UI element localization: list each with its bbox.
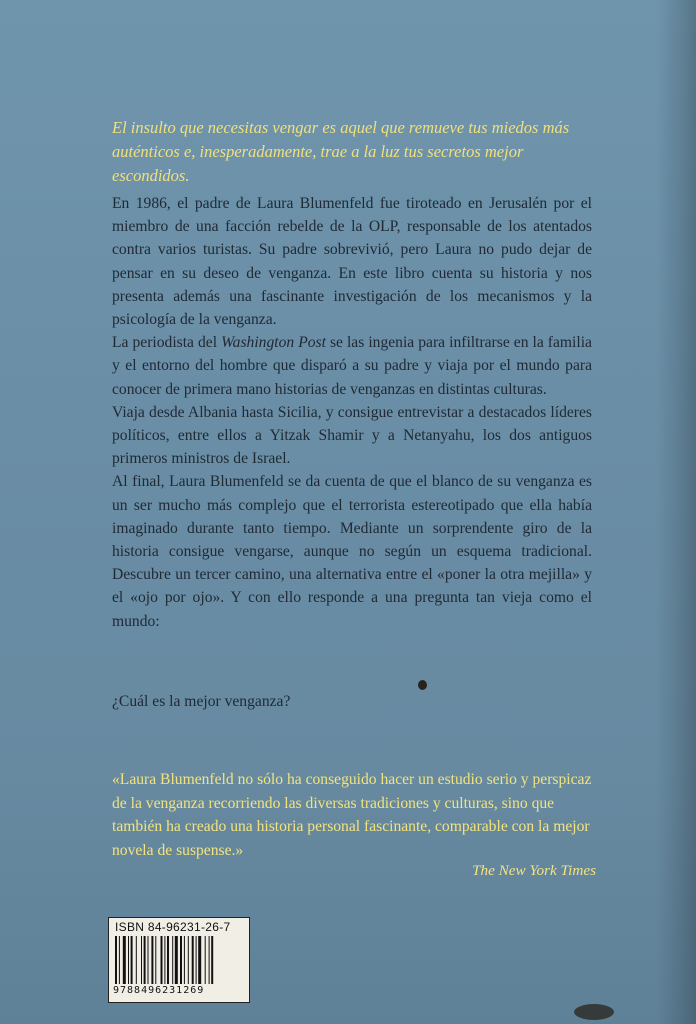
barcode-bar <box>188 936 189 984</box>
barcode-label <box>108 917 250 1003</box>
barcode-bar <box>136 936 137 984</box>
barcode-bar <box>209 936 210 984</box>
synopsis-paragraph <box>112 331 592 401</box>
barcode-bar <box>205 936 206 984</box>
barcode-bar <box>119 936 120 984</box>
barcode-bar <box>161 936 163 984</box>
wear-stain <box>574 1004 614 1020</box>
barcode-bar <box>198 936 201 984</box>
barcode-bar <box>144 936 146 984</box>
barcode-bar <box>131 936 133 984</box>
review-source: The New York Times <box>472 862 596 879</box>
review-quote: «Laura Blumenfeld no sólo ha conseguido hacer un estudio serio y perspicaz de la venganza recorriendo las diversas tradiciones y culturas, sino que también ha creado una historia personal fascinante, comparable con la mejor novela de suspense.» <box>112 771 592 859</box>
synopsis-paragraph: En 1986, el padre de Laura Blumenfeld fue tiroteado en Jerusalén por el miembro de una facción rebelde de la OLP, responsable de los atentados contra varios turistas. Su padre sobrevivió, pero Laura no pudo dejar de pensar en su deseo de venganza. En este libro cuenta su historia y nos presenta además una fascinante investigación de los mecanismos y la psicología de la venganza. <box>112 195 592 329</box>
barcode-bar <box>115 936 117 984</box>
synopsis-paragraph: Viaja desde Albania hasta Sicilia, y consigue entrevistar a destacados líderes políticos, entre ellos a Yitzak Shamir y a Netanyahu, los dos antiguos primeros ministros de Israel. <box>112 403 592 468</box>
synopsis-paragraph: Al final, Laura Blumenfeld se da cuenta de que el blanco de su venganza es un ser mucho más complejo que el terrorista estereotipado que ella había imaginado durante tanto tiempo. Mediante un sorprendente giro de la historia consigue vengarse, aunque no según un esquema tradicional. Descubre un tercer camino, una alternativa entre el «poner la otra mejilla» y el «ojo por ojo». Y con ello responde a una pregunta tan vieja como el mundo: <box>112 473 592 630</box>
barcode-bar <box>141 936 142 984</box>
synopsis-text: La periodista del <box>112 334 218 352</box>
barcode-bar <box>164 936 165 984</box>
synopsis-text: se las ingenia para infiltrarse en la familia y el entorno del hombre que disparó a su padre y viaja por el mundo para conocer de primera mano historias de venganzas en distintas culturas. <box>112 334 592 398</box>
barcode-bar <box>155 936 156 984</box>
barcode-bar <box>148 936 149 984</box>
barcode-bar <box>192 936 194 984</box>
closing-question: ¿Cuál es la mejor venganza? <box>112 693 291 710</box>
barcode-bar <box>211 936 213 984</box>
barcode-bar <box>167 936 169 984</box>
isbn-text: ISBN 84-96231-26-7 <box>115 920 231 934</box>
barcode-bar <box>196 936 197 984</box>
barcode-bar <box>184 936 185 984</box>
barcode-bar <box>175 936 178 984</box>
cover-edge-shadow <box>656 0 696 1024</box>
synopsis <box>112 192 592 633</box>
barcode-icon <box>115 936 243 984</box>
barcode-bar <box>180 936 182 984</box>
barcode-bar <box>128 936 129 984</box>
epigraph: El insulto que necesitas vengar es aquel que remueve tus miedos más auténticos e, inesperadamente, trae a la luz tus secretos mejor escondidos. <box>112 118 570 185</box>
barcode-number: 9788496231269 <box>113 985 205 996</box>
barcode-bar <box>172 936 173 984</box>
barcode-bar <box>151 936 153 984</box>
barcode-bar <box>123 936 126 984</box>
publication-name: Washington Post <box>221 334 326 352</box>
ink-spot <box>418 680 427 690</box>
